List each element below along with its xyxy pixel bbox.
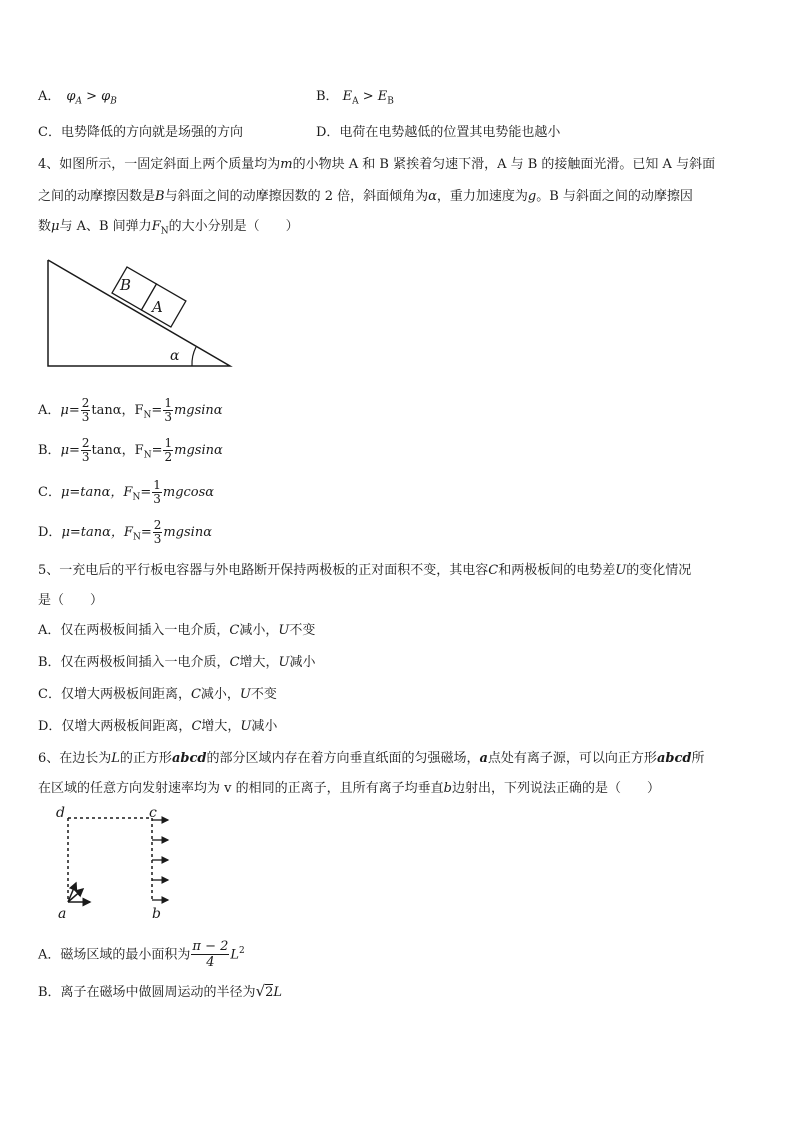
q6-stem-line1: 6、在边长为L的正方形abcd的部分区域内存在着方向垂直纸面的匀强磁场，a点处有离子源，可以向正方形abcd所 xyxy=(38,751,705,766)
angle-label: α xyxy=(170,348,180,364)
q5-option-c: C．仅增大两极板间距离，C减小，U不变 xyxy=(38,687,277,702)
angle-arc xyxy=(192,347,196,366)
q4-stem-line2: 之间的动摩擦因数是B与斜面之间的动摩擦因数的 2 倍，斜面倾角为α，重力加速度为g。B 与斜面之间的动摩擦因 xyxy=(38,189,693,204)
q4-stem-line1: 4、如图所示，一固定斜面上两个质量均为m的小物块 A 和 B 紧挨着匀速下滑，A 与 B 的接触面光滑。已知 A 与斜面 xyxy=(38,157,716,172)
q6-option-a: A．磁场区域的最小面积为 $\frac{\pi - 2}{4}$ $L^2$ xyxy=(38,939,245,971)
q4-option-a: A．μ= $\frac{2}{3}$ tanα，$F_N=$ $\frac{1}{3}$ mgsinα xyxy=(38,396,223,424)
q6-stem-line2: 在区域的任意方向发射速率均为 v 的相同的正离子，且所有离子均垂直b边射出，下列说法正确的是（ ） xyxy=(38,781,660,796)
q5-stem-line1: 5、一充电后的平行板电容器与外电路断开保持两极板的正对面积不变，其电容C和两极板间的电势差U的变化情况 xyxy=(38,563,692,578)
q5-stem-line2: 是（ ） xyxy=(38,593,104,608)
q6-option-b: B．离子在磁场中做圆周运动的半径为√2L xyxy=(38,982,283,1000)
label-d: d xyxy=(56,806,65,821)
q3-option-b: B． $E_A > E_B$ xyxy=(316,89,394,107)
label-b: b xyxy=(152,906,161,922)
q5-option-d: D．仅增大两极板间距离，C增大，U减小 xyxy=(38,719,278,734)
q4-stem-line3: 数μ与 A、B 间弹力$F_N$的大小分别是（ ） xyxy=(38,219,299,237)
q4-option-d: D．μ=tanα，$F_N=$ $\frac{2}{3}$ mgsinα xyxy=(38,518,212,546)
q4-option-c: C．μ=tanα，$F_N=$ $\frac{1}{3}$ mgcosα xyxy=(38,478,215,506)
q6-square-figure xyxy=(52,806,192,922)
q5-option-a: A．仅在两极板间插入一电介质，C减小，U不变 xyxy=(38,623,316,638)
label-c: c xyxy=(149,806,157,821)
q5-option-b: B．仅在两极板间插入一电介质，C增大，U减小 xyxy=(38,655,316,670)
block-a-label: A xyxy=(152,298,163,316)
q3-option-a: A． $\varphi_A > \varphi_B$ xyxy=(38,89,117,107)
block-b-label: B xyxy=(120,276,132,294)
label-a: a xyxy=(58,906,67,922)
q3-option-d: D．电荷在电势越低的位置其电势能也越小 xyxy=(316,125,561,140)
q4-option-b: B．μ= $\frac{2}{3}$ tanα，$F_N=$ $\frac{1}{2}$ mgsinα xyxy=(38,436,223,464)
q3-option-c: C．电势降低的方向就是场强的方向 xyxy=(38,125,243,140)
q4-incline-figure xyxy=(40,254,240,372)
